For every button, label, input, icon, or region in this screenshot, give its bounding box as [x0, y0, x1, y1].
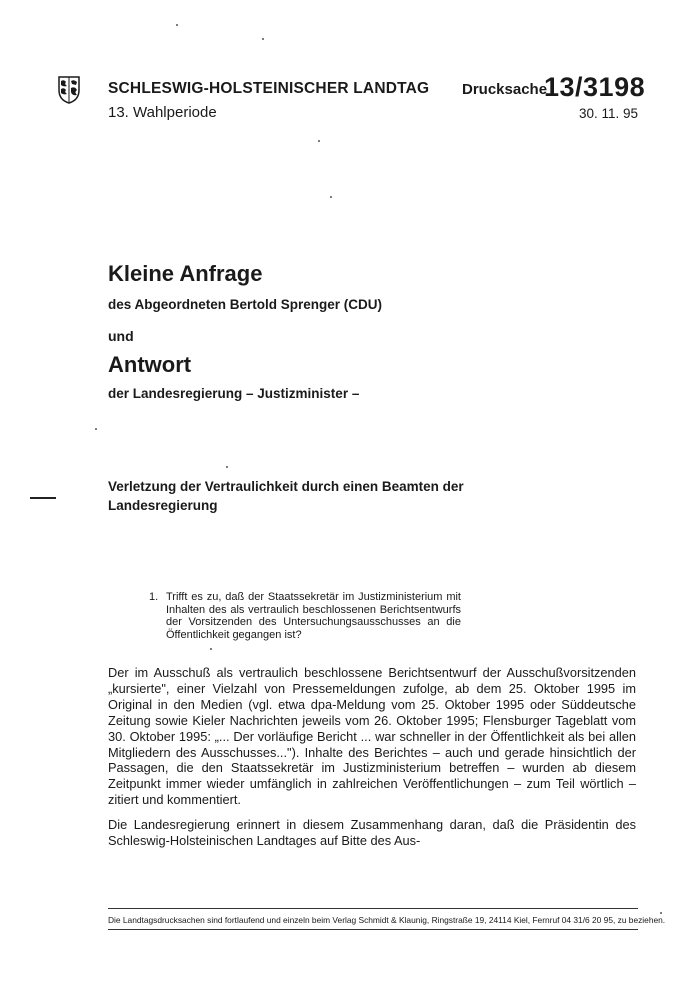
member-line: des Abgeordneten Bertold Sprenger (CDU) [108, 297, 383, 312]
legislative-period: 13. Wahlperiode [108, 104, 217, 121]
question-text: Trifft es zu, daß der Staatssekretär im Justizministerium mit Inhalten des als vertraulich beschlossenen Berichtsentwurfs der Vorsitzenden des Untersuchungsausschusses an die Öffentlichkeit gegangen ist? [166, 591, 461, 641]
scan-speck [95, 428, 97, 430]
scan-speck [330, 196, 332, 198]
answer-paragraph-1: Der im Ausschuß als vertraulich beschlossene Berichtsentwurf der Ausschußvorsitzenden „kursierte", einer Vielzahl von Pressemeldungen zufolge, ab dem 25. Oktober 1995 im Original in den Medien (vgl. etwa dpa-Meldung vom 25. Oktober 1995 oder Süddeutsche Zeitung sowie Kieler Nachrichten jeweils vom 26. Oktober 1995; Flensburger Tageblatt vom 30. Oktober 1995: „... Der vorläufige Bericht ... war schneller in der Öffentlichkeit als bei allen Mitgliedern des Ausschusses..."). Inhalte des Berichtes – auch und gerade hinsichtlich der Passagen, die den Staatssekretär im Justizministerium betreffen – wurden ab diesem Zeitpunkt immer wieder umfänglich in zahlreichen Veröffentlichungen – zum Teil wörtlich – zitiert und kommentiert. [108, 665, 636, 808]
heading-antwort: Antwort [108, 352, 192, 377]
document-date: 30. 11. 95 [578, 106, 638, 121]
scan-speck [176, 24, 178, 26]
answer-paragraph-2: Die Landesregierung erinnert in diesem Zusammenhang daran, daß die Präsidentin des Schleswig-Holsteinischen Landtages auf Bitte des Aus- [108, 817, 636, 848]
footer-rule-bottom [108, 929, 638, 930]
question-number: 1. [149, 591, 159, 603]
scan-speck [210, 648, 212, 650]
margin-dash [30, 497, 56, 499]
drucksache-label: Drucksache [462, 81, 548, 98]
scan-speck [660, 912, 662, 914]
scan-speck [226, 466, 228, 468]
government-line: der Landesregierung – Justizminister – [108, 386, 360, 401]
scan-speck [262, 38, 264, 40]
footer-rule-top [108, 908, 638, 909]
document-topic: Verletzung der Vertraulichkeit durch einen Beamten der Landesregierung [108, 479, 464, 513]
footer-note: Die Landtagsdrucksachen sind fortlaufend und einzeln beim Verlag Schmidt & Klaunig, Ringstraße 19, 24114 Kiel, Fernruf 04 31/6 20 95, zu beziehen. [108, 915, 666, 925]
drucksache-number: 13/3198 [544, 72, 646, 102]
coat-of-arms-icon [58, 76, 80, 104]
heading-kleine-anfrage: Kleine Anfrage [108, 261, 263, 286]
conjunction-und: und [108, 328, 134, 344]
parliament-name: SCHLESWIG-HOLSTEINISCHER LANDTAG [108, 80, 430, 97]
scan-speck [318, 140, 320, 142]
